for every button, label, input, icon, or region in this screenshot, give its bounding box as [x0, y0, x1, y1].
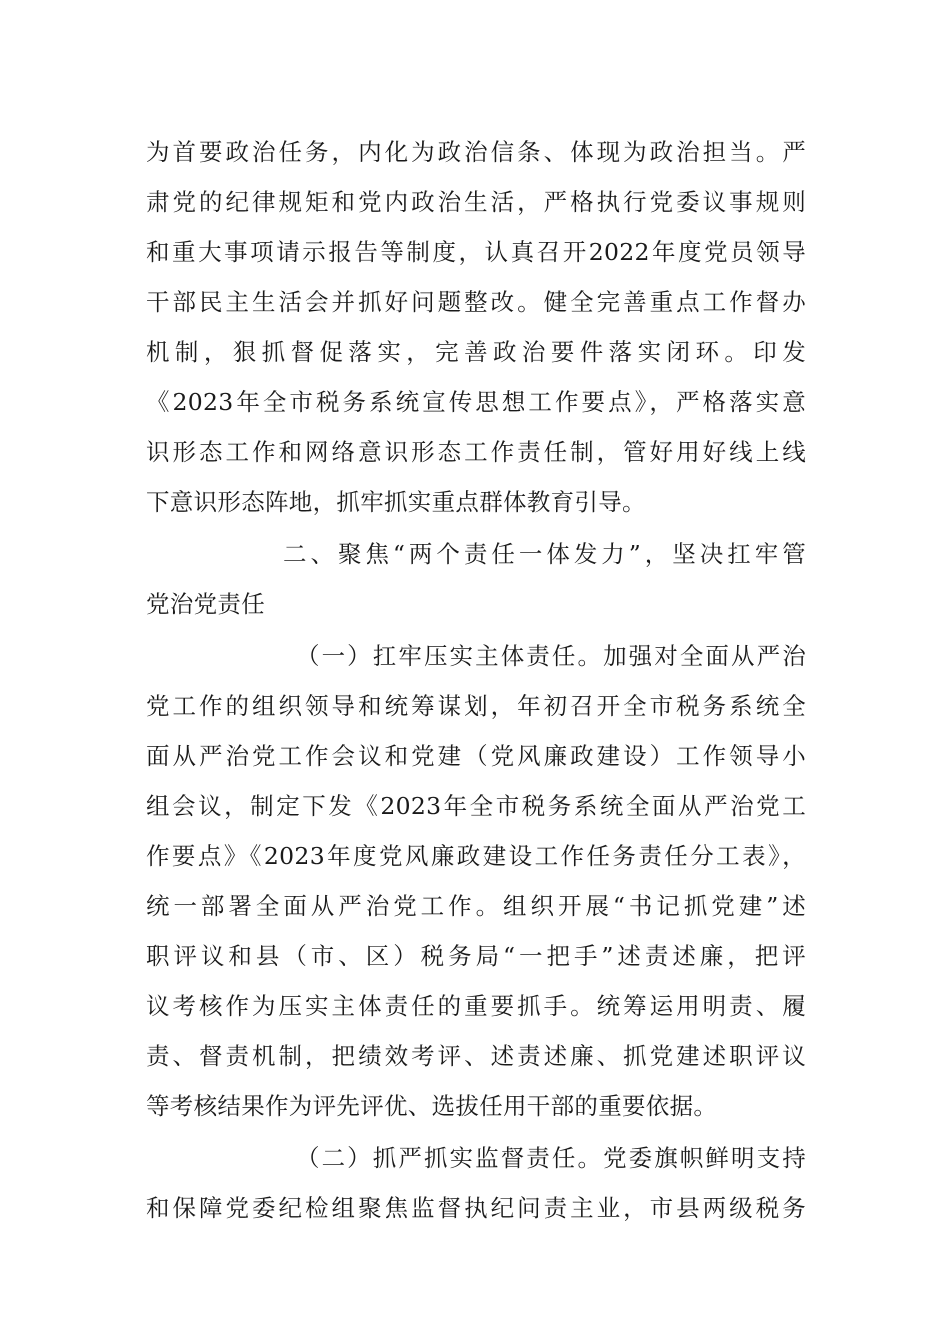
paragraph-line: 议考核作为压实主体责任的重要抓手。统筹运用明责、履 [146, 992, 806, 1020]
paragraph-line: 下意识形态阵地，抓牢抓实重点群体教育引导。 [146, 488, 646, 516]
paragraph-line: 《2023年全市税务系统宣传思想工作要点》，严格落实意 [146, 388, 806, 416]
paragraph-line: 党工作的组织领导和统筹谋划，年初召开全市税务系统全 [146, 692, 806, 720]
subsection-title-line: （一）扛牢压实主体责任。加强对全面从严治 [296, 642, 806, 670]
paragraph-line: 组会议，制定下发《2023年全市税务系统全面从严治党工 [146, 792, 806, 820]
paragraph-line: 为首要政治任务，内化为政治信条、体现为政治担当。严 [146, 138, 806, 166]
paragraph-line: 肃党的纪律规矩和党内政治生活，严格执行党委议事规则 [146, 188, 806, 216]
section-heading: 二、聚焦“两个责任一体发力”，坚决扛牢管 [283, 540, 806, 568]
paragraph-line: 责、督责机制，把绩效考评、述责述廉、抓党建述职评议 [146, 1042, 806, 1070]
paragraph-line: 职评议和县（市、区）税务局“一把手”述责述廉，把评 [146, 942, 806, 970]
paragraph-line: 干部民主生活会并抓好问题整改。健全完善重点工作督办 [146, 288, 806, 316]
section-heading-cont: 党治党责任 [146, 590, 265, 618]
paragraph-line: 等考核结果作为评先评优、选拔任用干部的重要依据。 [146, 1092, 718, 1120]
paragraph-line: 作要点》《2023年度党风廉政建设工作任务责任分工表》， [146, 842, 806, 870]
paragraph-line: 面从严治党工作会议和党建（党风廉政建设）工作领导小 [146, 742, 806, 770]
paragraph-line: 统一部署全面从严治党工作。组织开展“书记抓党建”述 [146, 892, 806, 920]
paragraph-line: 机制，狠抓督促落实，完善政治要件落实闭环。印发 [146, 338, 806, 366]
subsection-title-line: （二）抓严抓实监督责任。党委旗帜鲜明支持 [296, 1144, 806, 1172]
paragraph-line: 识形态工作和网络意识形态工作责任制，管好用好线上线 [146, 438, 806, 466]
paragraph-line: 和重大事项请示报告等制度，认真召开2022年度党员领导 [146, 238, 806, 266]
paragraph-line: 和保障党委纪检组聚焦监督执纪问责主业，市县两级税务 [146, 1194, 806, 1222]
